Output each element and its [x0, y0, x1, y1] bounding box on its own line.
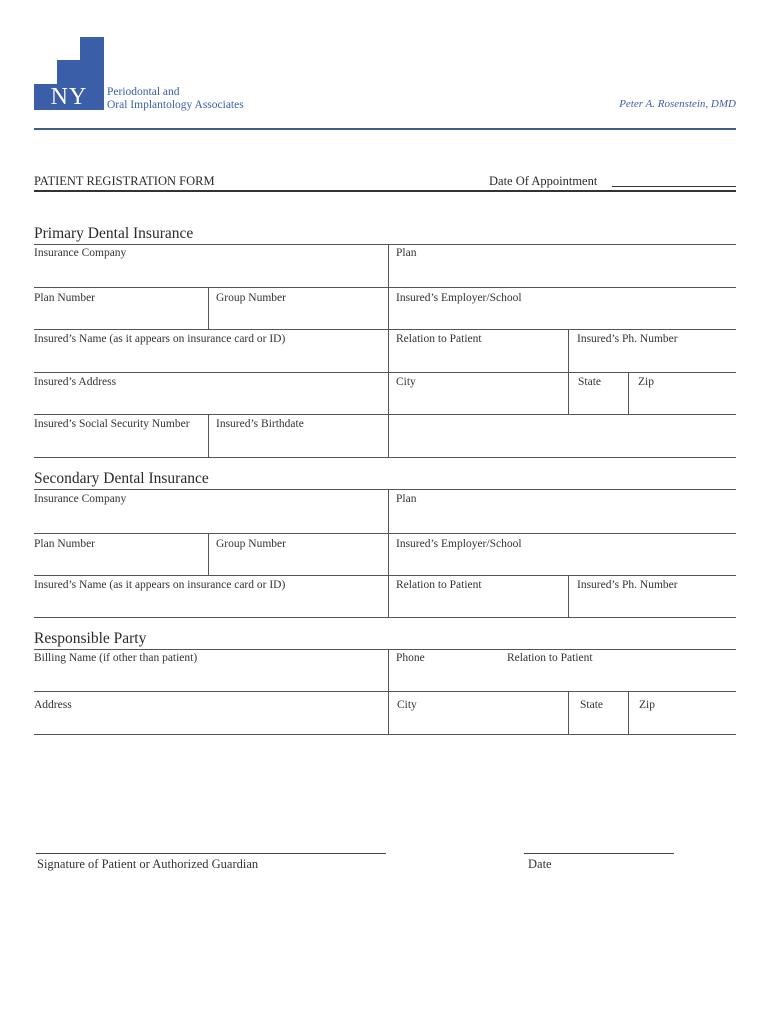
primary-group-number-field[interactable]: Group Number [216, 292, 286, 304]
secondary-insurance-heading: Secondary Dental Insurance [34, 470, 209, 487]
primary-insurance-heading: Primary Dental Insurance [34, 225, 194, 242]
secondary-plan-field[interactable]: Plan [396, 493, 417, 505]
doctor-name: Peter A. Rosenstein, DMD [619, 98, 736, 110]
secondary-phone-field[interactable]: Insured’s Ph. Number [577, 579, 678, 591]
primary-phone-field[interactable]: Insured’s Ph. Number [577, 333, 678, 345]
responsible-state-field[interactable]: State [580, 699, 603, 711]
section-end-rule [34, 457, 736, 458]
primary-plan-number-field[interactable]: Plan Number [34, 292, 96, 304]
practice-name-line1: Periodontal and [107, 86, 180, 98]
row-rule [34, 287, 736, 288]
section-end-rule [34, 734, 736, 735]
signature-date-field[interactable] [524, 853, 674, 854]
primary-city-field[interactable]: City [396, 376, 416, 388]
primary-insurance-company-field[interactable]: Insurance Company [34, 247, 127, 259]
secondary-plan-number-field[interactable]: Plan Number [34, 538, 96, 550]
appointment-date-label: Date Of Appointment [489, 174, 598, 188]
column-divider [568, 691, 569, 734]
column-divider [208, 533, 209, 575]
row-rule [34, 372, 736, 373]
header-divider [34, 128, 736, 130]
primary-state-field[interactable]: State [578, 376, 601, 388]
responsible-address-field[interactable]: Address [34, 699, 72, 711]
logo-letters: NY [50, 84, 88, 110]
primary-relation-field[interactable]: Relation to Patient [396, 333, 482, 345]
secondary-insured-name-field[interactable]: Insured’s Name (as it appears on insurance card or ID) [34, 579, 286, 591]
secondary-employer-field[interactable]: Insured’s Employer/School [396, 538, 522, 550]
row-rule [34, 329, 736, 330]
signature-date-label: Date [528, 857, 552, 871]
column-divider [388, 244, 389, 457]
primary-plan-field[interactable]: Plan [396, 247, 417, 259]
section-rule [34, 244, 736, 245]
primary-employer-field[interactable]: Insured’s Employer/School [396, 292, 522, 304]
column-divider [208, 287, 209, 329]
column-divider [388, 649, 389, 734]
section-end-rule [34, 617, 736, 618]
primary-ssn-field[interactable]: Insured’s Social Security Number [34, 418, 190, 430]
column-divider [208, 414, 209, 457]
column-divider [568, 329, 569, 372]
responsible-zip-field[interactable]: Zip [639, 699, 655, 711]
responsible-relation-field[interactable]: Relation to Patient [507, 652, 593, 664]
section-rule [34, 649, 736, 650]
section-rule [34, 489, 736, 490]
responsible-phone-field[interactable]: Phone [396, 652, 425, 664]
column-divider [568, 575, 569, 617]
column-divider [628, 691, 629, 734]
appointment-date-field[interactable] [612, 186, 736, 187]
form-title: PATIENT REGISTRATION FORM [34, 174, 215, 188]
title-divider [34, 190, 736, 192]
column-divider [568, 372, 569, 414]
responsible-party-heading: Responsible Party [34, 630, 147, 647]
logo-square [80, 37, 104, 61]
practice-name-line2: Oral Implantology Associates [107, 99, 244, 111]
primary-zip-field[interactable]: Zip [638, 376, 654, 388]
billing-name-field[interactable]: Billing Name (if other than patient) [34, 652, 198, 664]
column-divider [628, 372, 629, 414]
primary-address-field[interactable]: Insured’s Address [34, 376, 117, 388]
logo-square [57, 60, 104, 84]
column-divider [388, 489, 389, 617]
signature-field[interactable] [36, 853, 386, 854]
primary-birthdate-field[interactable]: Insured’s Birthdate [216, 418, 304, 430]
secondary-relation-field[interactable]: Relation to Patient [396, 579, 482, 591]
row-rule [34, 575, 736, 576]
row-rule [34, 691, 736, 692]
secondary-insurance-company-field[interactable]: Insurance Company [34, 493, 127, 505]
responsible-city-field[interactable]: City [397, 699, 417, 711]
secondary-group-number-field[interactable]: Group Number [216, 538, 286, 550]
signature-label: Signature of Patient or Authorized Guardian [37, 857, 259, 871]
row-rule [34, 414, 736, 415]
row-rule [34, 533, 736, 534]
primary-insured-name-field[interactable]: Insured’s Name (as it appears on insurance card or ID) [34, 333, 286, 345]
